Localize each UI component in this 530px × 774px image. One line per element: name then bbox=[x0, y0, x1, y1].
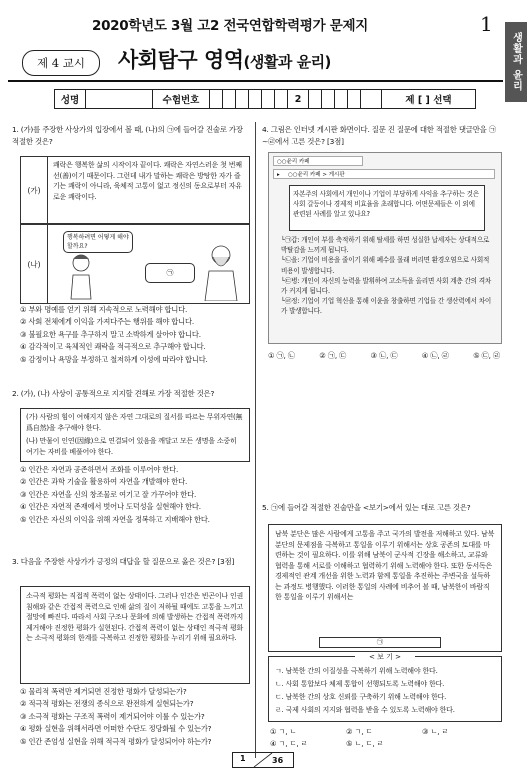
q1-option-1[interactable]: ① 부와 명예를 얻기 위해 지속적으로 노력해야 합니다. bbox=[20, 305, 188, 314]
q4-question-text: 자본주의 사회에서 개인이나 기업이 부당하게 사익을 추구하는 것은 사회 갈등이나 경제적 비효율을 초래합니다. 어떤문제들은 이 외에 관련된 사례를 알고 있나요? bbox=[293, 190, 480, 218]
q2-option-3[interactable]: ③ 인간은 자연을 신의 창조물로 여기고 잘 가꾸어야 한다. bbox=[20, 489, 197, 499]
lock-icon: ▸ bbox=[277, 172, 280, 178]
q5-stem: 5. ㉠에 들어갈 적절한 진술만을 <보기>에서 있는 대로 고른 것은? bbox=[262, 503, 471, 512]
name-label: 성명 bbox=[55, 90, 86, 108]
q2-option-5[interactable]: ⑤ 인간은 자신의 이익을 위해 자연을 정복하고 지배해야 한다. bbox=[20, 514, 210, 524]
choice-label: 제 [ ] 선택 bbox=[405, 95, 452, 106]
speech-bubble-question: 행복하려면 어떻게 해야 할까요? bbox=[63, 231, 133, 253]
footer-page: 1 bbox=[240, 754, 246, 763]
q4-question-post bbox=[289, 185, 485, 231]
name-field[interactable] bbox=[86, 90, 153, 108]
q4-option-1[interactable]: ① ㉠, ㉡ bbox=[268, 351, 295, 360]
page-footer bbox=[232, 752, 294, 768]
browser-address-bar bbox=[273, 169, 495, 179]
exam-no-digit[interactable] bbox=[223, 90, 236, 108]
q3-option-5[interactable]: ⑤ 인간 존엄성 실현을 위해 적극적 평화가 달성되어야 하는가? bbox=[20, 736, 212, 746]
subject-paren: (생활과 윤리) bbox=[243, 53, 331, 71]
spacer-cell bbox=[361, 90, 382, 108]
q3-option-3[interactable]: ③ 소극적 평화는 구조적 폭력이 제거되어야 이룰 수 있는가? bbox=[20, 711, 205, 721]
exam-no-digit[interactable] bbox=[236, 90, 249, 108]
subject-name: 사회탐구 영역 bbox=[118, 48, 244, 72]
exam-no-digit[interactable] bbox=[210, 90, 223, 108]
candidate-info-bar bbox=[54, 89, 476, 109]
q4-option-5[interactable]: ⑤ ㉢, ㉣ bbox=[473, 351, 500, 360]
q2-option-2[interactable]: ② 인간은 과학 기술을 활용하여 자연을 개발해야 한다. bbox=[20, 477, 188, 487]
exam-title: 2020학년도 3월 고2 전국연합학력평가 문제지 bbox=[91, 18, 368, 34]
q5-option-2[interactable]: ② ㄱ, ㄷ bbox=[346, 727, 373, 736]
q4-reply-jeong: └㉣정: 기업이 기업 혁신을 통해 이윤을 창출하면 기업들 간 생산력에서 차이가 발생합니다. bbox=[281, 297, 492, 316]
q5-bogi-list bbox=[275, 665, 497, 717]
q1-options bbox=[20, 304, 252, 366]
bogi-item-giyeok: ㄱ. 남북한 간의 이질성을 극복하기 위해 노력해야 한다. bbox=[275, 667, 438, 675]
bogi-item-nieun: ㄴ. 사회 통합보다 체제 통합이 선행되도록 노력해야 한다. bbox=[275, 680, 445, 688]
exam-no-fixed-digit: 2 bbox=[288, 90, 309, 108]
q4-reply-gap: └㉠갑: 개인이 부를 축적하기 위해 탈세를 하면 성실한 납세자는 상대적으로 박탈감을 느끼게 됩니다. bbox=[281, 236, 490, 255]
subject-title bbox=[118, 44, 331, 74]
bogi-item-rieul: ㄹ. 국제 사회의 지지와 협력을 받을 수 있도록 노력해야 한다. bbox=[275, 706, 455, 714]
q4-options bbox=[268, 350, 500, 362]
session-badge: 제 4 교시 bbox=[22, 50, 100, 76]
q2-option-4[interactable]: ④ 인간은 자연적 존재에서 벗어나 도덕성을 실현해야 한다. bbox=[20, 502, 201, 512]
exam-no-label: 수험번호 bbox=[153, 90, 210, 108]
q2-options bbox=[20, 464, 252, 526]
q5-box-text: 남북 분단은 많은 사람에게 고통을 주고 국가의 발전을 저해하고 있다. 남북 분단의 문제점을 극복하고 통일을 이루기 위해서는 상호 공존의 토대를 마련하는 것이 필요하다. 이를 위해 남북이 군사적 긴장을 해소하고, 교류와 협력을 통해 서로를 이해하고 협력하기 위해 노력해야 한다. 또한 동서독은 경제적인 관계 개선을 위한 노력과 함께 통일을 추진하는 주변국을 설득하는 과정도 병행했다. 이러한 통일의 사례에 비추어 볼 때, 남북한이 바람직한 통일을 이루기 위해서는 bbox=[275, 530, 495, 601]
bogi-item-digeut: ㄷ. 남북한 간의 상호 신뢰를 구축하기 위해 노력해야 한다. bbox=[275, 693, 447, 701]
exam-no-digit[interactable] bbox=[335, 90, 348, 108]
exam-no-digit[interactable] bbox=[262, 90, 275, 108]
q5-option-4[interactable]: ④ ㄱ, ㄷ, ㄹ bbox=[270, 739, 308, 749]
q5-option-3[interactable]: ③ ㄴ, ㄹ bbox=[422, 727, 449, 736]
q3-options bbox=[20, 686, 252, 748]
q1-option-2[interactable]: ② 사회 전체에게 이익을 가져다주는 행위를 해야 합니다. bbox=[20, 317, 194, 327]
column-divider bbox=[255, 122, 256, 758]
q1-option-3[interactable]: ③ 불필요한 욕구를 추구하지 말고 소박하게 살아야 합니다. bbox=[20, 329, 201, 339]
q1-ga-label: (가) bbox=[21, 157, 48, 223]
q1-ga-text: 쾌락은 행복한 삶의 시작이자 끝이다. 쾌락은 자연스러운 첫 번째 선(善)이기 때문이다. 그런데 내가 말하는 쾌락은 방탕한 자가 즐기는 쾌락이 아니라, 육체적 고통이 없고 정신의 동요로부터 자유로운 쾌락이다. bbox=[53, 161, 242, 201]
exam-no-digit[interactable] bbox=[322, 90, 335, 108]
q1-na-box bbox=[20, 224, 250, 304]
q1-option-5[interactable]: ⑤ 감정이나 욕망을 부정하고 철저하게 이성에 따라야 합니다. bbox=[20, 354, 208, 364]
q2-stem: 2. (가), (나) 사상이 공통적으로 지지할 견해로 가장 적절한 것은? bbox=[12, 389, 215, 398]
q3-box-text: 소극적 평화는 직접적 폭력이 없는 상태이다. 그러나 인간은 빈곤이나 인권 침해와 같은 간접적 폭력으로 인해 삶의 질이 저하될 때에도 고통을 느끼고 절망에 빠진다. 따라서 사회 구조나 문화에 의해 발생하는 간접적 폭력까지 제거해야 진정한 평화가 실현된다. 간접적 폭력이 없는 상태인 적극적 평화는 소극적 평화의 한계를 극복하고 진정한 평화를 누리기 위해 필요하다. bbox=[26, 592, 244, 642]
q5-box bbox=[268, 524, 502, 652]
q3-box bbox=[20, 586, 250, 684]
side-subject-tab: 생활과 윤리 bbox=[505, 22, 527, 102]
q2-option-1[interactable]: ① 인간은 자연과 공존하면서 조화를 이루어야 한다. bbox=[20, 465, 179, 474]
q1-ga-box bbox=[20, 156, 250, 224]
exam-no-digit[interactable] bbox=[275, 90, 288, 108]
q1-option-4[interactable]: ④ 감각적이고 육체적인 쾌락을 적극적으로 추구해야 합니다. bbox=[20, 342, 206, 352]
q3-option-2[interactable]: ② 적극적 평화는 전쟁의 종식으로 완전하게 실현되는가? bbox=[20, 699, 194, 709]
q1-stem: 1. (가)를 주장한 사상가의 입장에서 볼 때, (나)의 ㉠에 들어갈 진술로 가장 적절한 것은? bbox=[12, 125, 243, 146]
exam-no-digit[interactable] bbox=[348, 90, 361, 108]
browser-tab: ○○윤리 카페 bbox=[273, 156, 363, 166]
student-illustration bbox=[61, 251, 101, 301]
q5-bogi-box bbox=[268, 653, 502, 722]
philosopher-illustration bbox=[199, 241, 243, 301]
q1-na-label: (나) bbox=[21, 225, 48, 303]
speech-bubble-answer: ㉠ bbox=[145, 263, 195, 283]
q5-option-1[interactable]: ① ㄱ, ㄴ bbox=[270, 727, 297, 736]
q4-option-3[interactable]: ③ ㉡, ㉢ bbox=[370, 351, 398, 360]
q5-options bbox=[270, 726, 500, 751]
q4-stem: 4. 그림은 인터넷 게시판 화면이다. 질문 진 질문에 대한 적절한 댓글만을 ㉠∼㉣에서 고른 것은? [3점] bbox=[262, 125, 496, 146]
q2-ga-text: (가) 사람의 힘이 여해지지 않은 자연 그대로의 질서를 따르는 무위자연(無爲自然)을 추구해야 한다. bbox=[26, 413, 243, 432]
q5-blank: ㉠ bbox=[319, 637, 441, 648]
q4-reply-eul: └㉡을: 기업이 비용을 줄이기 위해 폐수를 몰래 버리면 환경오염으로 사회적 비용이 발생합니다. bbox=[281, 256, 490, 275]
q4-browser-window bbox=[268, 152, 502, 344]
q4-option-2[interactable]: ② ㉠, ㉢ bbox=[319, 351, 347, 360]
page-number: 1 bbox=[480, 12, 493, 36]
bogi-label: < 보 기 > bbox=[355, 652, 415, 662]
q4-option-4[interactable]: ④ ㉡, ㉣ bbox=[421, 351, 449, 360]
footer-total: 36 bbox=[272, 756, 284, 765]
q3-option-4[interactable]: ④ 평화 실현을 위해서라면 어떠한 수단도 정당화될 수 있는가? bbox=[20, 724, 212, 734]
q3-option-1[interactable]: ① 물리적 폭력만 제거되면 진정한 평화가 달성되는가? bbox=[20, 687, 187, 696]
header-rule bbox=[8, 80, 503, 82]
browser-url: ○○윤리 카페 > 게시판 bbox=[288, 172, 345, 178]
q2-box bbox=[20, 408, 250, 462]
q2-na-text: (나) 만물이 인연(因緣)으로 연결되어 있음을 깨달고 모든 생명을 소중히 여기는 자비를 베풀어야 한다. bbox=[26, 437, 237, 456]
exam-no-digit[interactable] bbox=[249, 90, 262, 108]
q4-replies bbox=[281, 235, 495, 317]
q3-stem: 3. 다음을 주장한 사상가가 긍정의 대답을 할 질문으로 옳은 것은? [3점] bbox=[12, 557, 235, 566]
q5-option-5[interactable]: ⑤ ㄴ, ㄷ, ㄹ bbox=[346, 739, 384, 749]
exam-no-digit[interactable] bbox=[309, 90, 322, 108]
q4-reply-byeong: └㉢병: 개인이 자신의 능력을 발휘하여 고소득을 올리면 사회 계층 간의 격차가 커지게 됩니다. bbox=[281, 276, 492, 296]
